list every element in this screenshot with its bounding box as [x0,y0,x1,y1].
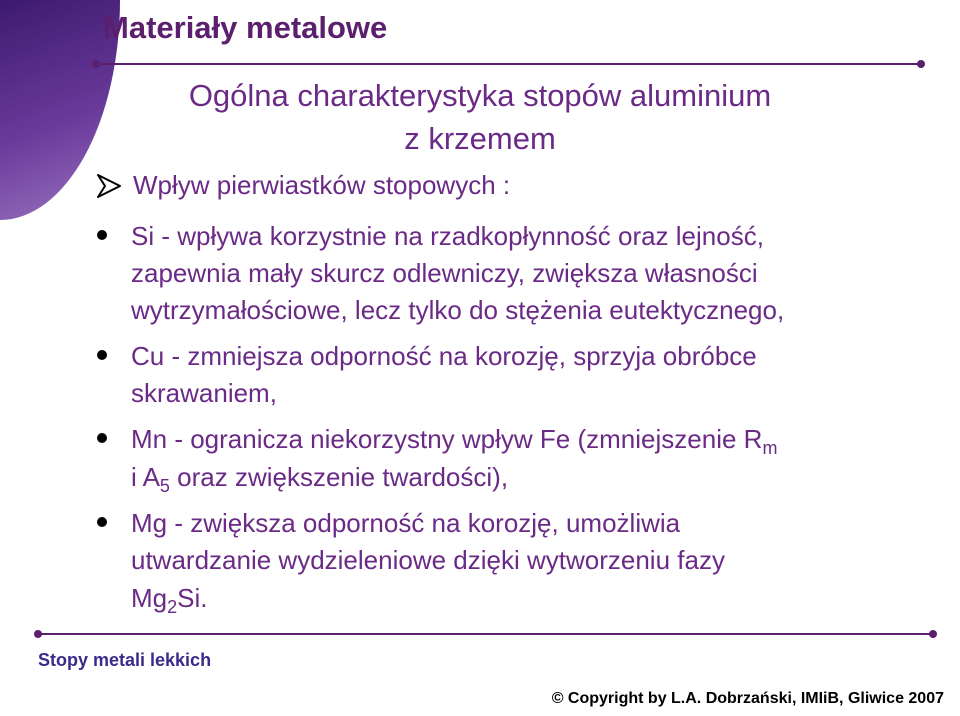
bullet-dot-mg [97,517,107,527]
bullet-dot-mn [97,433,107,443]
bullet-mn-line-2-text-b: oraz zwiększenie twardości), [169,462,509,492]
divider-dot-left [92,60,100,68]
bullet-dot-cu [97,350,107,360]
top-divider [96,63,921,65]
bullet-cu-line-2: skrawaniem, [131,378,277,408]
bullet-mg-line-3-text-b: Si. [177,583,208,613]
bullet-mg-line-2: utwardzanie wydzieleniowe dzięki wytworzeniu fazy [131,545,725,575]
subtitle-line-2: z krzemem [404,121,556,156]
subscript-2: 2 [167,597,178,617]
bullet-mn-line-1 [131,422,777,456]
bottom-divider-dot-left [34,630,42,638]
bullet-cu-line-1: Cu - zmniejsza odporność na korozję, sprzyja obróbce [131,341,757,371]
bullet-mg-line-3-text-a: Mg [131,583,168,613]
bullet-si-line-3: wytrzymałościowe, lecz tylko do stężenia eutektycznego, [131,295,785,325]
bullet-mn-line-2 [131,460,508,494]
footer-copyright: © Copyright by L.A. Dobrzański, IMIiB, Gliwice 2007 [551,690,944,707]
bullet-dot-si [97,230,107,240]
bullet-si-line-2: zapewnia mały skurcz odlewniczy, zwiększa własności [131,258,758,288]
slide-title: Materiały metalowe [103,10,388,45]
bottom-divider [38,633,933,635]
bullet-si-line-1: Si - wpływa korzystnie na rzadkopłynność oraz lejność, [131,221,764,251]
arrowhead-bullet-icon [95,172,123,200]
bullet-mn-line-1-text: Mn - ogranicza niekorzystny wpływ Fe (zmniejszenie R [131,424,763,454]
subscript-5: 5 [159,476,170,496]
bullet-mg-line-3 [131,581,207,615]
footer-course-name: Stopy metali lekkich [38,650,212,670]
bottom-divider-dot-right [929,630,937,638]
subtitle-line-1: Ogólna charakterystyka stopów aluminium [188,78,772,113]
bullet-mg-line-1: Mg - zwiększa odporność na korozję, umożliwia [131,508,681,538]
divider-dot-right [917,60,925,68]
bullet-mn-line-2-text-a: i A [131,462,160,492]
section-heading-text: Wpływ pierwiastków stopowych : [133,170,511,200]
subscript-m: m [762,438,778,458]
